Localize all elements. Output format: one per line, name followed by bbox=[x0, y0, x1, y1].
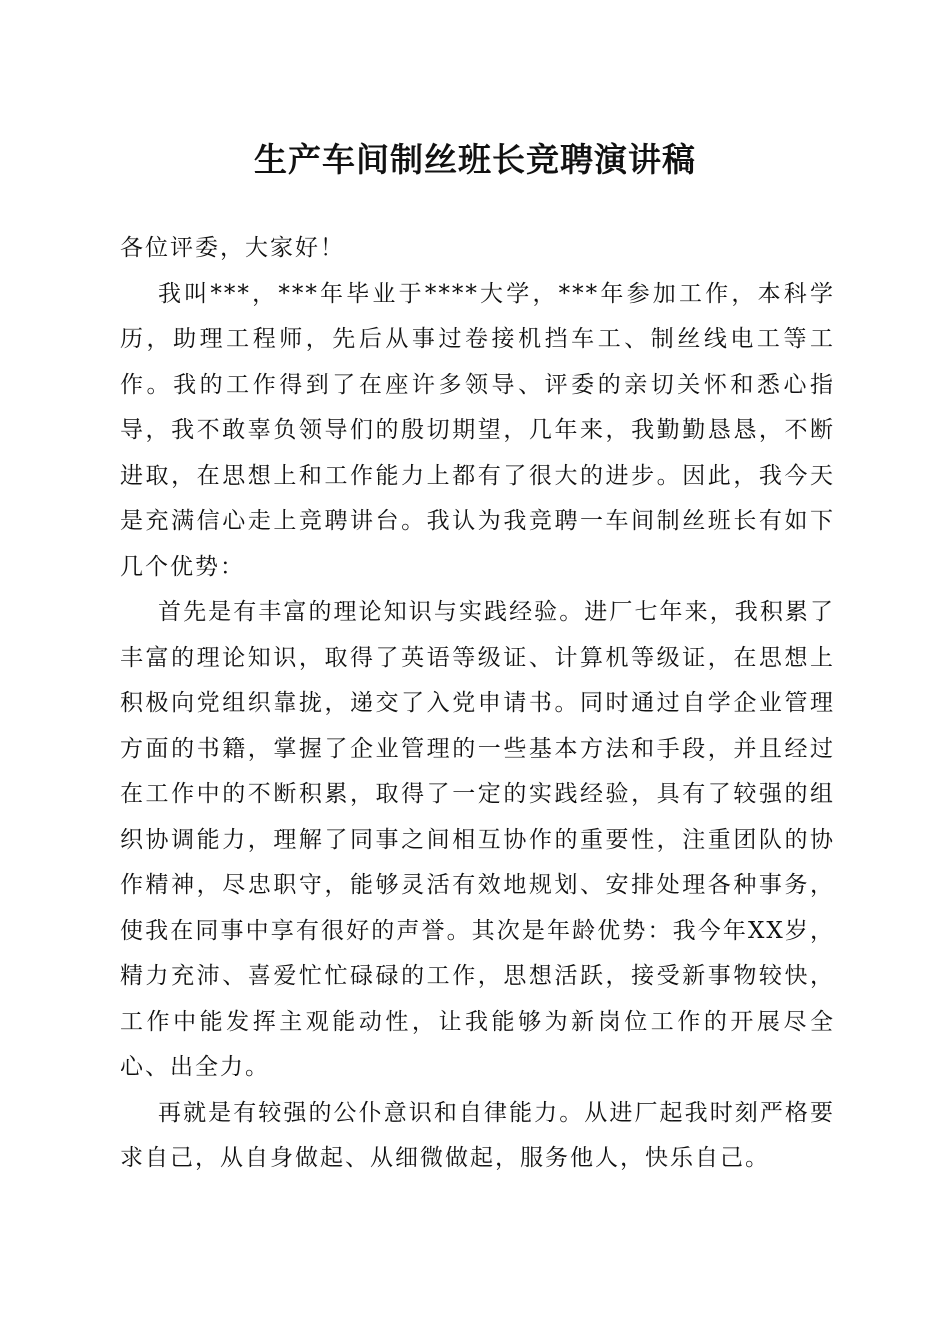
salutation: 各位评委，大家好！ bbox=[120, 235, 345, 261]
document-body bbox=[120, 226, 835, 1182]
paragraph-advantages: 首先是有丰富的理论知识与实践经验。进厂七年来，我积累了丰富的理论知识，取得了英语等级证、计算机等级证，在思想上积极向党组织靠拢，递交了入党申请书。同时通过自学企业管理方面的书籍，掌握了企业管理的一些基本方法和手段，并且经过在工作中的不断积累，取得了一定的实践经验，具有了较强的组织协调能力，理解了同事之间相互协作的重要性，注重团队的协作精神，尽忠职守，能够灵活有效地规划、安排处理各种事务，使我在同事中享有很好的声誉。其次是年龄优势：我今年XX岁，精力充沛、喜爱忙忙碌碌的工作，思想活跃，接受新事物较快，工作中能发挥主观能动性，让我能够为新岗位工作的开展尽全心、出全力。 bbox=[120, 599, 835, 1080]
document-title: 生产车间制丝班长竞聘演讲稿 bbox=[254, 140, 696, 179]
paragraph-self-discipline: 再就是有较强的公仆意识和自律能力。从进厂起我时刻严格要求自己，从自身做起、从细微做起，服务他人，快乐自己。 bbox=[120, 1099, 835, 1171]
paragraph-introduction: 我叫***，***年毕业于****大学，***年参加工作，本科学历，助理工程师，先后从事过卷接机挡车工、制丝线电工等工作。我的工作得到了在座许多领导、评委的亲切关怀和悉心指导，我不敢辜负领导们的殷切期望，几年来，我勤勤恳恳，不断进取，在思想上和工作能力上都有了很大的进步。因此，我今天是充满信心走上竞聘讲台。我认为我竞聘一车间制丝班长有如下几个优势： bbox=[120, 280, 835, 580]
